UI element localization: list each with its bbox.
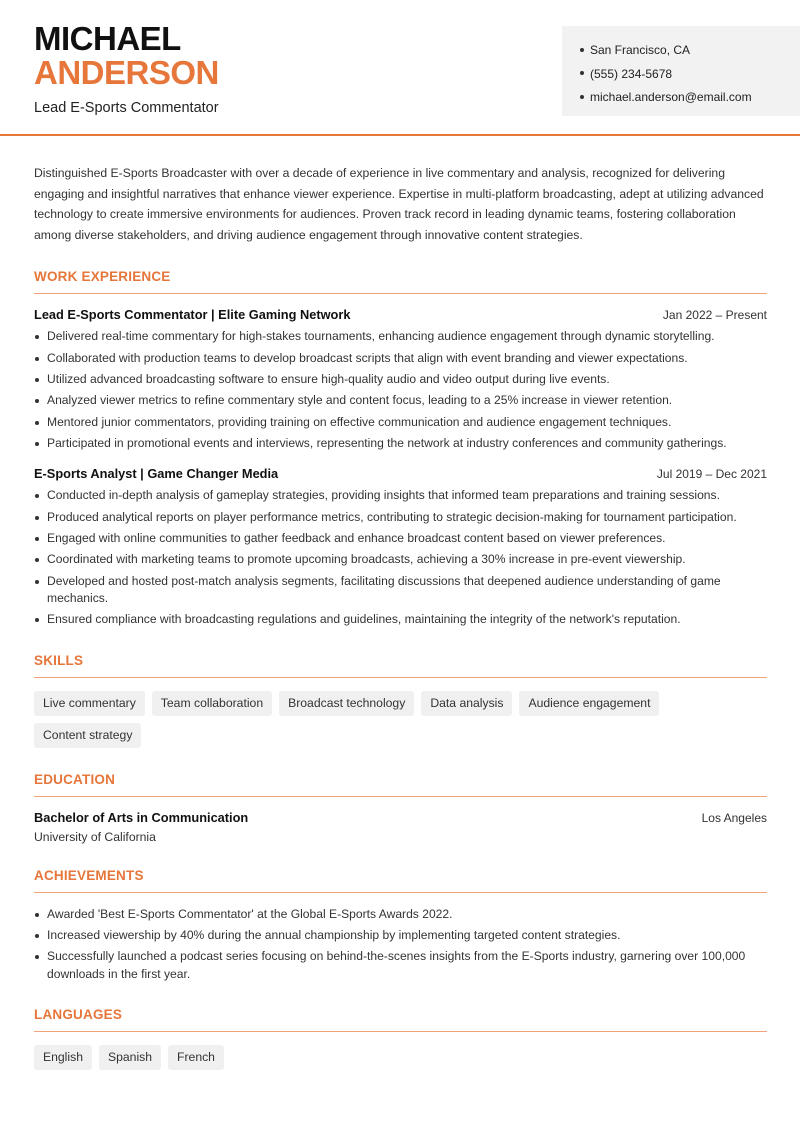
skill-tag: Broadcast technology	[279, 691, 414, 716]
skill-tag: Audience engagement	[519, 691, 659, 716]
job-bullet: Coordinated with marketing teams to promote upcoming broadcasts, achieving a 30% increase in pre-event viewership.	[34, 551, 767, 569]
job-bullet: Developed and hosted post-match analysis segments, facilitating discussions that deepened audience understanding of game mechanics.	[34, 573, 767, 608]
language-tag: Spanish	[99, 1045, 161, 1070]
skill-tag: Team collaboration	[152, 691, 272, 716]
last-name: ANDERSON	[34, 54, 219, 91]
job-role: E-Sports Analyst | Game Changer Media	[34, 466, 279, 482]
section-title-education: EDUCATION	[34, 772, 767, 797]
contact-email-text: michael.anderson@email.com	[590, 90, 752, 104]
skill-tag: Data analysis	[421, 691, 512, 716]
summary: Distinguished E-Sports Broadcaster with over a decade of experience in live commentary and analysis, recognized for delivering engaging and insightful narratives that enhance viewer experience. Expertise in multi-platform broadcasting, adept at utilizing advanced technology to create immersive environments for audiences. Proven track record in leading dynamic teams, fostering collaboration among diverse stakeholders, and driving audience engagement through innovative content strategies.	[34, 166, 764, 242]
language-tag: French	[168, 1045, 224, 1070]
job-role: Lead E-Sports Commentator | Elite Gaming Network	[34, 307, 351, 323]
job-title: Lead E-Sports Commentator	[34, 100, 219, 116]
job-entry	[34, 466, 767, 628]
job-bullet: Produced analytical reports on player performance metrics, contributing to strategic decision-making for tournament participation.	[34, 509, 767, 527]
job-date: Jan 2022 – Present	[662, 308, 767, 323]
resume-header	[0, 0, 800, 136]
job-bullets	[34, 328, 767, 452]
name-block	[34, 22, 219, 116]
job-bullet: Participated in promotional events and interviews, representing the network at industry conferences and community gatherings.	[34, 435, 767, 453]
contact-location-text: San Francisco, CA	[590, 43, 691, 57]
job-bullet: Mentored junior commentators, providing training on effective communication and audience engagement techniques.	[34, 414, 767, 432]
resume-body	[34, 163, 767, 1070]
job-bullet: Ensured compliance with broadcasting regulations and guidelines, maintaining the integrity of the network's reputation.	[34, 611, 767, 629]
contact-box	[562, 26, 800, 116]
section-title-languages: LANGUAGES	[34, 1007, 767, 1032]
job-bullets	[34, 487, 767, 628]
contact-location	[580, 39, 800, 63]
bullet-dot-icon	[580, 95, 584, 99]
first-name: MICHAEL	[34, 20, 181, 57]
job-entry	[34, 307, 767, 452]
skill-tag: Live commentary	[34, 691, 145, 716]
job-bullet: Conducted in-depth analysis of gameplay strategies, providing insights that informed team preparations and training sessions.	[34, 487, 767, 505]
achievement-item: Successfully launched a podcast series focusing on behind-the-scenes insights from the E-Sports industry, garnering over 100,000 downloads in the first year.	[34, 948, 767, 983]
job-header	[34, 466, 767, 481]
job-header	[34, 307, 767, 322]
education-school: University of California	[34, 829, 156, 844]
education-header	[34, 810, 767, 825]
achievement-item: Increased viewership by 40% during the annual championship by implementing targeted content strategies.	[34, 927, 767, 945]
achievements-list	[34, 906, 767, 984]
bullet-dot-icon	[580, 71, 584, 75]
achievement-item: Awarded 'Best E-Sports Commentator' at the Global E-Sports Awards 2022.	[34, 906, 767, 924]
job-date: Jul 2019 – Dec 2021	[656, 467, 767, 482]
job-bullet: Engaged with online communities to gather feedback and enhance broadcast content based on viewer preferences.	[34, 530, 767, 548]
bullet-dot-icon	[580, 48, 584, 52]
section-title-achievements: ACHIEVEMENTS	[34, 868, 767, 893]
job-bullet: Analyzed viewer metrics to refine commentary style and content focus, leading to a 25% increase in viewer retention.	[34, 392, 767, 410]
job-bullet: Utilized advanced broadcasting software to ensure high-quality audio and video output during live events.	[34, 371, 767, 389]
contact-phone	[580, 63, 800, 87]
section-title-skills: SKILLS	[34, 653, 767, 678]
contact-phone-text: (555) 234-5678	[590, 66, 673, 81]
languages-list	[34, 1045, 767, 1070]
education-location: Los Angeles	[701, 810, 767, 825]
skills-list	[34, 691, 767, 748]
contact-email	[580, 86, 800, 110]
education-degree: Bachelor of Arts in Communication	[34, 809, 249, 825]
language-tag: English	[34, 1045, 92, 1070]
job-bullet: Delivered real-time commentary for high-stakes tournaments, enhancing audience engagement through dynamic storytelling.	[34, 328, 767, 346]
skill-tag: Content strategy	[34, 723, 141, 748]
job-bullet: Collaborated with production teams to develop broadcast scripts that align with event branding and viewer expectations.	[34, 350, 767, 368]
section-title-work: WORK EXPERIENCE	[34, 269, 767, 294]
education-entry	[34, 810, 767, 844]
